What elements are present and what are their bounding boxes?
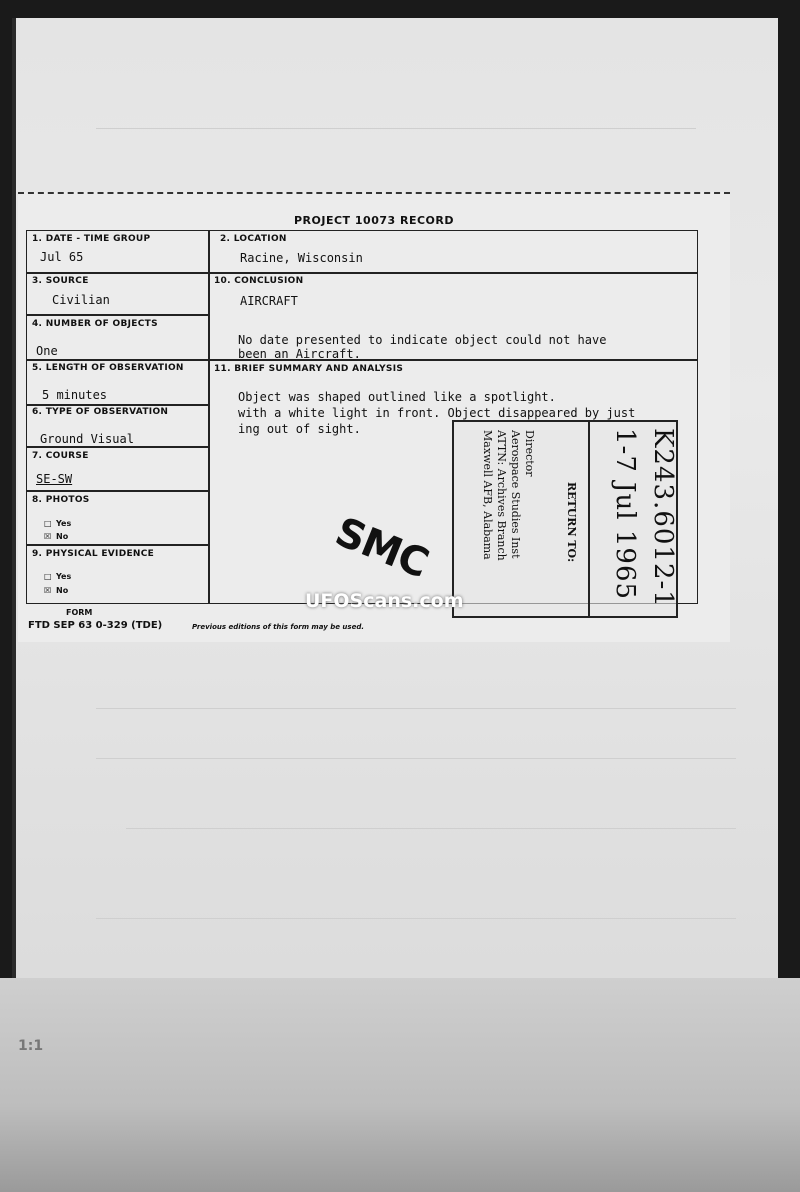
stamp-address-1: Director: [523, 430, 536, 477]
stamp-address-4: Maxwell AFB, Alabama: [481, 430, 494, 560]
smc-stamp: SMC: [328, 508, 435, 588]
ghost-line: [126, 828, 736, 829]
summary-line-3: ing out of sight.: [238, 422, 361, 436]
evidence-no-box: ☒: [44, 586, 52, 595]
stamp-return-to: RETURN TO:: [565, 482, 578, 563]
grid-line: [26, 490, 208, 492]
grid-line: [26, 544, 208, 546]
grid-line: [26, 404, 208, 406]
stamp-divider: [588, 422, 590, 616]
footer-form-id: FTD SEP 63 0-329 (TDE): [28, 620, 163, 631]
course-label: 7. COURSE: [32, 451, 89, 461]
handwritten-date: 1-7 Jul 1965: [610, 428, 640, 601]
photos-label: 8. PHOTOS: [32, 495, 90, 505]
watermark: UFOScans.com: [305, 590, 464, 612]
ghost-line: [96, 758, 736, 759]
source-value: Civilian: [52, 293, 110, 307]
source-label: 3. SOURCE: [32, 276, 89, 286]
length-label: 5. LENGTH OF OBSERVATION: [32, 363, 184, 373]
footer-form-word: FORM: [66, 608, 93, 617]
evidence-yes-box: □: [44, 572, 52, 581]
conclusion-note-2: been an Aircraft.: [238, 347, 361, 361]
length-value: 5 minutes: [42, 388, 108, 402]
conclusion-value: AIRCRAFT: [240, 294, 298, 308]
photos-no-box: ☒: [44, 532, 52, 541]
ghost-line: [96, 918, 736, 919]
grid-line: [26, 272, 698, 274]
return-to-stamp: [452, 420, 678, 618]
course-value: SE-SW: [36, 472, 73, 486]
evidence-yes: Yes: [56, 572, 72, 581]
margin-marks: 1:1: [18, 1038, 44, 1054]
grid-line: [26, 314, 208, 316]
date-time-label: 1. DATE - TIME GROUP: [32, 234, 151, 244]
location-value: Racine, Wisconsin: [240, 251, 363, 265]
evidence-label: 9. PHYSICAL EVIDENCE: [32, 549, 155, 559]
photos-no: No: [56, 532, 69, 541]
grid-line: [26, 359, 698, 361]
evidence-no: No: [56, 586, 69, 595]
lower-page-strip: [0, 978, 800, 1192]
photos-yes: Yes: [56, 519, 72, 528]
conclusion-label: 10. CONCLUSION: [214, 276, 304, 286]
location-label: 2. LOCATION: [220, 234, 287, 244]
form-title: PROJECT 10073 RECORD: [293, 214, 454, 227]
footer-note: Previous editions of this form may be used.: [192, 623, 364, 631]
stamp-address-2: Aerospace Studies Inst: [509, 430, 522, 559]
ghost-line: [96, 708, 736, 709]
type-value: Ground Visual: [40, 432, 134, 446]
handwritten-id: K243.6012-1: [648, 428, 678, 608]
grid-divider: [208, 230, 210, 604]
num-objects-label: 4. NUMBER OF OBJECTS: [32, 319, 158, 329]
summary-label: 11. BRIEF SUMMARY AND ANALYSIS: [214, 364, 404, 374]
date-time-value: Jul 65: [40, 250, 84, 264]
photos-yes-box: □: [44, 519, 52, 528]
stamp-address-3: ATTN: Archives Branch: [495, 430, 508, 561]
ghost-line: [96, 128, 696, 129]
conclusion-note-1: No date presented to indicate object could not have: [238, 333, 607, 347]
type-label: 6. TYPE OF OBSERVATION: [32, 407, 169, 417]
summary-line-1: Object was shaped outlined like a spotlight.: [238, 390, 556, 404]
num-objects-value: One: [36, 344, 58, 358]
grid-line: [26, 446, 208, 448]
summary-line-2: with a white light in front. Object disappeared by just: [238, 406, 636, 420]
